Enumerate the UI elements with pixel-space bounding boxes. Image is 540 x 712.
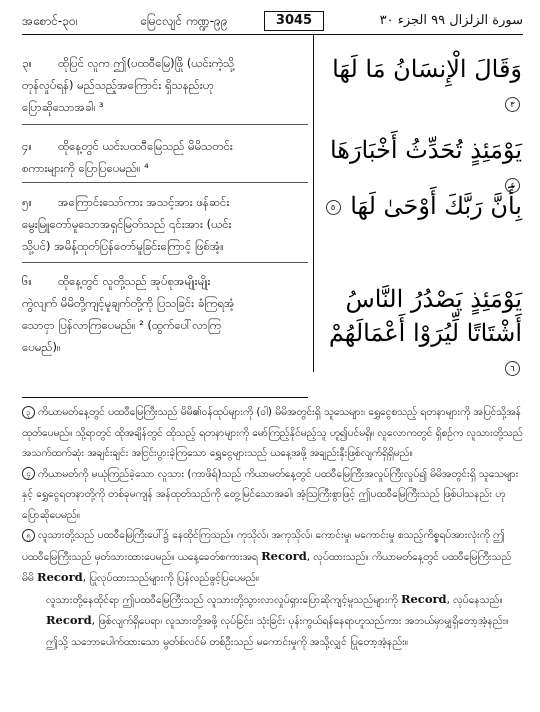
verse-translation: [22, 52, 308, 118]
footnote-text: ကိယာမတ်ကို မယုံကြည်ခဲ့သော လူသား (ကာဖိရ်)သည် ကိယာမတ်နေ့တွင် ပထဝီမြေကြီးအလှုပ်ကြီးလှုပ်၍ မိမိအတွင်းရှိ သူသေများနှင့် ရွှေငွေရတနာတို့ကို တစ်ခုမကျန် အန်ထုတ်သည်ကို တွေ့မြင်သောအခါ၊ အံ့သြကြီးစွာဖြင့် ဤပထဝီမြေကြီးသည် ဖြစ်ပါသနည်း ဟုပြောဆိုပေမည်။: [22, 467, 519, 521]
volume-label: အစောင်-၃၀၊: [22, 14, 78, 28]
verse-arabic: [322, 189, 522, 223]
verse-number: ၆။: [22, 274, 32, 288]
translation-line: တုန်လှုပ်ရန်) မည်သည့်အကြောင်း ရှိသနည်းဟု: [22, 78, 214, 92]
translation-line: သို့ပင်) အမိန့်ထုတ်ပြန်တော်မူခြင်းကြောင့် ဖြစ်အံ့။: [22, 239, 224, 253]
footnote: [22, 402, 523, 464]
footnote-marker: ၄: [22, 467, 35, 480]
translation-line: ထိုနေ့တွင် လူတို့သည် အုပ်စုအမျိုးမျိုး: [58, 274, 211, 288]
ayah-number-marker: ٦: [505, 361, 520, 376]
translation-line: စကားများကို ပြောပြပေမည်။ ⁴: [22, 161, 149, 175]
arabic-text: يَوْمَئِذٍ تُحَدِّثُ أَخْبَارَهَا: [329, 136, 522, 164]
translation-line: ပြောဆိုသောအခါ၊ ³: [22, 100, 104, 114]
column-divider: [313, 35, 314, 372]
footnote-text: ကိယာမတ်နေ့တွင် ပထဝီမြေကြီးသည် မိမိ၏ဝန်ထုပ်များကို (ဝါ) မိမိအတွင်းရှိ သူသေများ၊ ရွှေငွေစသည့် ရတနာများကို အပြင်သို့အန်ထုတ်ပေမည်။ သို့ရာတွင် ထိုအချိန်တွင် ထိုသည့် ရတနာများကို မော်ကြည့်နိုင်မည့်သူ ဟူ၍ပင်မရှိ။ လူလောကတွင် ရှိစဉ်က လူသားတို့သည် အသက်ထက်ဆုံး အချင်းချင်း အငြင်းပွားခဲ့ကြသော ရွှေငွေများသည် ယနေ့အဖို့ အချည်းနှီးဖြစ်လျက်ရှိရှိမည်။: [22, 406, 523, 459]
footnote-text: လူသားတို့သည် ပထဝီမြေကြီးပေါ်၌ နေထိုင်ကြသည်။ ကုသိုလ်၊ အကုသိုလ်၊ ကောင်းမှု၊ မကောင်းမှု စသည့်ကိစ္စရပ်အားလုံးကို ဤပထဝီမြေကြီးသည် မှတ်သားထားပေမည်။ ယနေ့ခေတ်စကားအရ: [22, 529, 505, 563]
translation-line: အကြောင်းသော်ကား အသင့်အား ဖန်ဆင်း: [58, 195, 230, 209]
footnote-text: , ပြုလုပ်ထားသည်များကို ပြန်လည်ဖွင့်ပြပေမည်။: [82, 572, 259, 584]
footnote-text: , ဖြစ်လျက်ရှိပေရာ၊ လူသားတို့အဖို့ လုပ်ခြင်း၊ သုံးခြင်း ပုန်းကွယ်ရန်နေရာဟူသည်ကား အဘယ်မှာမျှရှိတော့အံ့နည်း။ ဤသို့ သဘောပေါက်ထားသော မွတ်စ်လင်မ် တစ်ဦးသည် မကောင်းမှုကို အသို့လျှင် ပြုတော့အံ့နည်း။: [46, 615, 509, 648]
footnote-english-term: Record: [37, 570, 83, 584]
chapter-label: မြေငလျင် ကဏ္ဍ-၉၉: [140, 14, 228, 28]
arabic-text: أَشْتَاتًا لِّيُرَوْا أَعْمَالَهُمْ: [328, 319, 522, 347]
translation-line: ကွဲလျက် မိမိတို့ကျင့်မူချက်တို့ကို ပြသခြင်း ခံကြရအံ့: [22, 296, 235, 310]
header-divider: [22, 34, 523, 35]
footnote-english-term: Record: [400, 591, 447, 606]
footnote-marker: ၃: [22, 406, 35, 419]
translation-line: သောငှာ ပြန်လာကြပေမည်။ ² (ထွက်ပေါ်လာကြ: [22, 318, 221, 332]
verse-translation: [22, 191, 308, 257]
footnote-divider: [22, 397, 308, 398]
footnote-marker: ၅: [22, 529, 35, 542]
page-header: [22, 10, 523, 32]
footnote: [22, 525, 523, 589]
footnote-text: လူသားတို့နေထိုင်ရာ ဤပထဝီမြေကြီးသည် လူသားတို့သွားလာလှုပ်ရှားပြောဆိုကျင့်မူသည်များကို: [46, 593, 398, 606]
translation-line: ပေမည်)။: [22, 340, 61, 354]
footnote-text: , လုပ်ထားသည်။ ကိယာမတ်နေ့တွင် ပထဝီမြေကြီးသည် မိမိ: [22, 550, 512, 584]
footnote: [22, 589, 523, 653]
footnote-text: , လုပ်နေသည်။: [446, 593, 503, 606]
arabic-text: وَقَالَ الْإِنسَانُ مَا لَهَا: [332, 55, 522, 83]
ayah-number-marker: ٥: [326, 200, 341, 215]
verse-number: ၃။: [22, 56, 32, 70]
verse-divider: [22, 182, 308, 183]
verse-number: ၄။: [22, 139, 32, 153]
verse-divider: [22, 124, 308, 125]
translation-line: မွေးမြူတော်မူသောအရှင်မြတ်သည် ၎င်းအား (ယင်း: [22, 217, 232, 231]
verse-translation: [22, 270, 308, 358]
footnote: [22, 464, 523, 526]
verse-arabic: [322, 52, 522, 120]
footnote-english-term: Record: [46, 613, 92, 627]
verse-divider: [22, 262, 308, 263]
translation-line: ထိုနေ့တွင် ယင်းပထဝီမြေသည် မိမိသတင်း: [58, 139, 233, 153]
translation-line: ထိုပြင် လူက ဤ(ပထဝီမြေ)ဖြို (ယင်းကဲ့သို့: [58, 56, 235, 70]
ayah-number-marker: ٤: [505, 178, 520, 193]
surah-label: سورة الزلزال ٩٩ الجزء ٣٠: [379, 13, 523, 28]
footnote-english-term: Record: [261, 548, 307, 563]
verse-translation: [22, 135, 308, 179]
ayah-number-marker: ٣: [505, 97, 520, 112]
arabic-text: يَوْمَئِذٍ يَصْدُرُ النَّاسُ: [345, 285, 522, 313]
page-number: 3045: [264, 11, 324, 31]
arabic-text: بِأَنَّ رَبَّكَ أَوْحَىٰ لَهَا: [350, 192, 522, 220]
footnotes: [22, 402, 523, 652]
verse-number: ၅။: [22, 195, 32, 209]
verse-arabic: [322, 282, 522, 384]
